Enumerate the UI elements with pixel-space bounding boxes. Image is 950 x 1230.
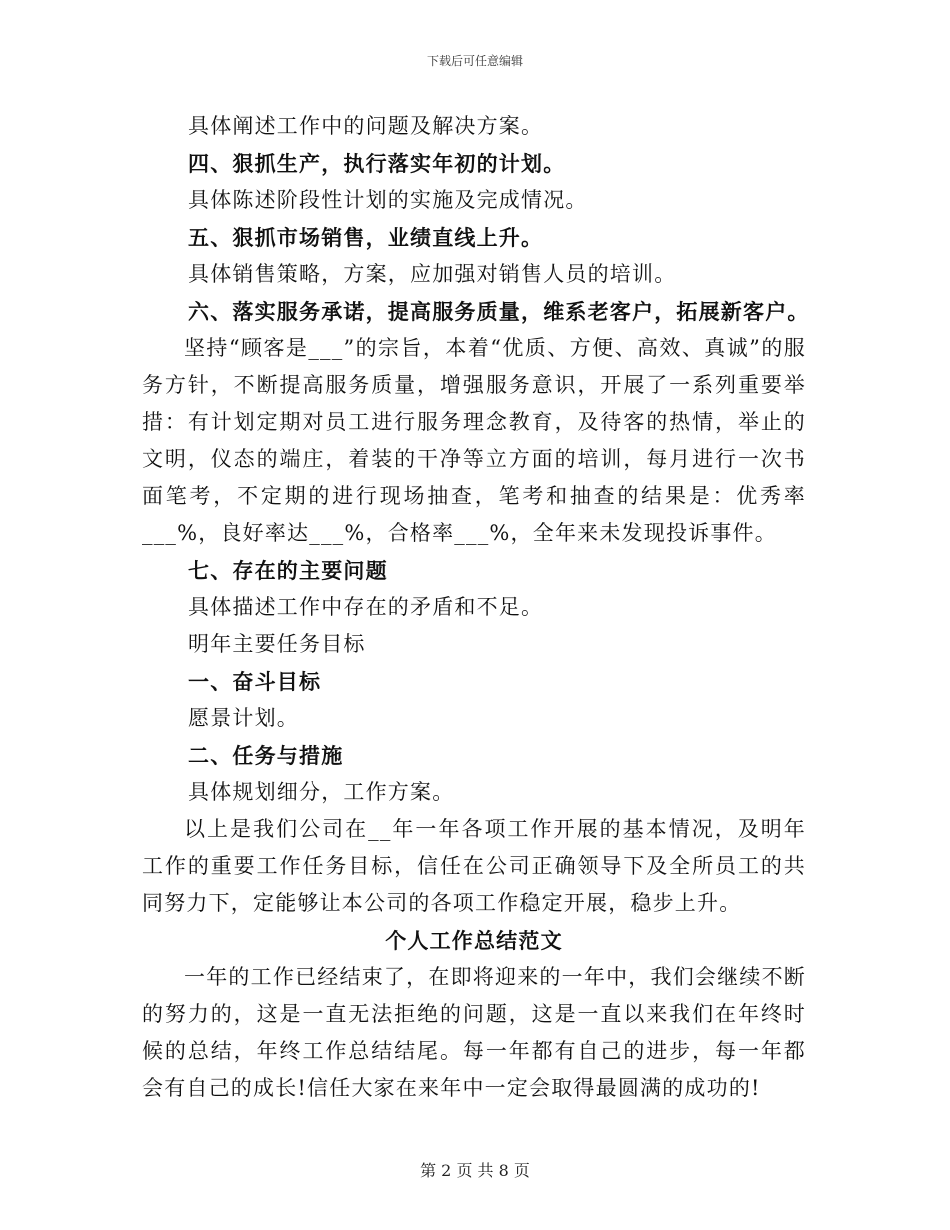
body-line: 具体陈述阶段性计划的实施及完成情况。 bbox=[188, 188, 588, 212]
page-number-footer: 第 2 页 共 8 页 bbox=[420, 1161, 530, 1180]
body-line: 具体描述工作中存在的矛盾和不足。 bbox=[188, 595, 544, 619]
body-paragraph: 以上是我们公司在__年一年各项工作开展的基本情况，及明年工作的重要工作任务目标，信任在公司正确领导下及全所员工的共同努力下，定能够让本公司的各项工作稳定开展，稳步上升。 bbox=[142, 817, 806, 915]
article-title: 个人工作总结范文 bbox=[385, 928, 563, 953]
body-line: 愿景计划。 bbox=[188, 706, 299, 730]
page-header: 下载后可任意编辑 bbox=[426, 54, 523, 68]
body-paragraph: 坚持“顾客是___”的宗旨，本着“优质、方便、高效、真诚”的服务方针，不断提高服务质量，增强服务意识，开展了一系列重要举措：有计划定期对员工进行服务理念教育，及待客的热情，举止的文明，仪态的端庄，着装的干净等立方面的培训，每月进行一次书面笔考，不定期的进行现场抽查，笔考和抽查的结果是：优秀率___%，良好率达___%，合格率___%，全年来未发现投诉事件。 bbox=[142, 336, 806, 545]
section-heading: 二、任务与措施 bbox=[188, 743, 344, 768]
body-line: 具体销售策略，方案，应加强对销售人员的培训。 bbox=[188, 262, 677, 286]
section-heading: 五、狠抓市场销售，业绩直线上升。 bbox=[188, 225, 544, 250]
body-line: 具体规划细分，工作方案。 bbox=[188, 780, 455, 804]
body-line: 具体阐述工作中的问题及解决方案。 bbox=[188, 114, 544, 138]
section-heading: 一、奋斗目标 bbox=[188, 669, 322, 694]
section-heading: 六、落实服务承诺，提高服务质量，维系老客户，拓展新客户。 bbox=[188, 299, 810, 324]
body-paragraph: 一年的工作已经结束了，在即将迎来的一年中，我们会继续不断的努力的，这是一直无法拒绝的问题，这是一直以来我们在年终时候的总结，年终工作总结结尾。每一年都有自己的进步，每一年都会有自己的成长!信任大家在来年中一定会取得最圆满的成功的! bbox=[142, 965, 806, 1100]
section-heading: 七、存在的主要问题 bbox=[188, 558, 388, 583]
document-body bbox=[142, 108, 810, 1107]
section-heading: 四、狠抓生产，执行落实年初的计划。 bbox=[188, 151, 566, 176]
body-line: 明年主要任务目标 bbox=[188, 632, 366, 656]
